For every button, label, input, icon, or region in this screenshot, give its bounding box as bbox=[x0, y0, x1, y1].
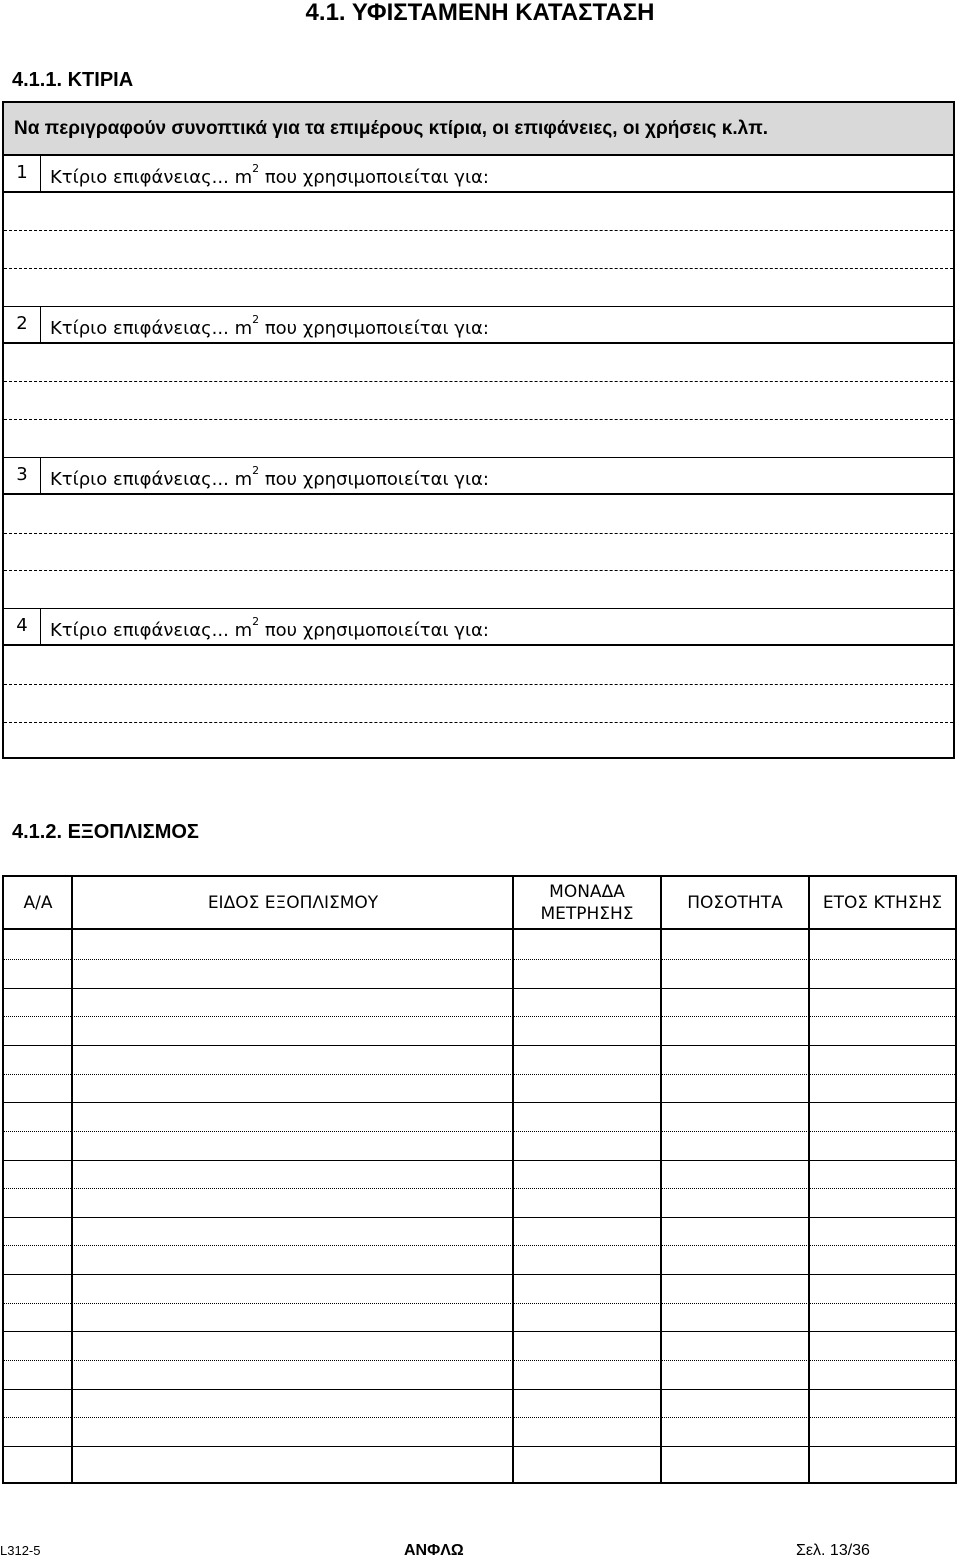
table-row[interactable] bbox=[4, 1303, 955, 1304]
building-description[interactable]: Κτίριο επιφάνειας... $m^2$ που χρησιμοποιείται για: bbox=[50, 615, 489, 641]
equipment-table bbox=[2, 875, 957, 1484]
column-divider bbox=[512, 877, 514, 1482]
table-row[interactable] bbox=[4, 1217, 955, 1218]
header-equipment-type: ΕΙΔΟΣ ΕΞΟΠΛΙΣΜΟΥ bbox=[207, 892, 379, 913]
equipment-section-title: 4.1.2. ΕΞΟΠΛΙΣΜΟΣ bbox=[12, 821, 199, 843]
header-year: ΕΤΟΣ ΚΤΗΣΗΣ bbox=[822, 892, 943, 913]
building-description[interactable]: Κτίριο επιφάνειας... $m^2$ που χρησιμοποιείται για: bbox=[50, 464, 489, 490]
equipment-table-header bbox=[4, 877, 955, 930]
building-number: 3 bbox=[4, 458, 41, 493]
building-number: 4 bbox=[4, 609, 41, 644]
fill-line[interactable] bbox=[4, 419, 953, 420]
table-row[interactable] bbox=[4, 1360, 955, 1361]
fill-line[interactable] bbox=[4, 570, 953, 571]
table-row[interactable] bbox=[4, 1417, 955, 1418]
table-row[interactable] bbox=[4, 1274, 955, 1275]
footer-org: ΑΝΦΛΩ bbox=[404, 1542, 464, 1559]
table-row[interactable] bbox=[4, 1188, 955, 1189]
table-row[interactable] bbox=[4, 1446, 955, 1447]
header-quantity: ΠΟΣΟΤΗΤΑ bbox=[687, 892, 783, 913]
building-row bbox=[4, 155, 953, 193]
fill-line[interactable] bbox=[4, 684, 953, 685]
building-row bbox=[4, 306, 953, 344]
building-row bbox=[4, 457, 953, 495]
fill-line[interactable] bbox=[4, 722, 953, 723]
building-number: 1 bbox=[4, 156, 41, 191]
page-title: 4.1. ΥΦΙΣΤΑΜΕΝΗ ΚΑΤΑΣΤΑΣΗ bbox=[305, 0, 655, 26]
building-description[interactable]: Κτίριο επιφάνειας... $m^2$ που χρησιμοποιείται για: bbox=[50, 162, 489, 188]
header-unit: ΜΟΝΑΔΑ ΜΕΤΡΗΣΗΣ bbox=[540, 881, 634, 924]
table-row[interactable] bbox=[4, 1045, 955, 1046]
building-number: 2 bbox=[4, 307, 41, 342]
table-row[interactable] bbox=[4, 1102, 955, 1103]
buildings-section-title: 4.1.1. ΚΤΙΡΙΑ bbox=[12, 69, 134, 91]
column-divider bbox=[808, 877, 810, 1482]
table-row[interactable] bbox=[4, 1160, 955, 1161]
column-divider bbox=[71, 877, 73, 1482]
table-row[interactable] bbox=[4, 1389, 955, 1390]
buildings-instruction: Να περιγραφούν συνοπτικά για τα επιμέρους κτίρια, οι επιφάνειες, οι χρήσεις κ.λπ. bbox=[4, 103, 953, 155]
table-row[interactable] bbox=[4, 1331, 955, 1332]
buildings-table bbox=[2, 101, 955, 759]
table-row[interactable] bbox=[4, 959, 955, 960]
table-row[interactable] bbox=[4, 988, 955, 989]
fill-line[interactable] bbox=[4, 533, 953, 534]
column-divider bbox=[660, 877, 662, 1482]
table-row[interactable] bbox=[4, 1131, 955, 1132]
header-aa: Α/Α bbox=[23, 892, 53, 913]
page-number: Σελ. 13/36 bbox=[796, 1542, 870, 1559]
building-row bbox=[4, 608, 953, 646]
building-description[interactable]: Κτίριο επιφάνειας... $m^2$ που χρησιμοποιείται για: bbox=[50, 313, 489, 339]
fill-line[interactable] bbox=[4, 381, 953, 382]
fill-line[interactable] bbox=[4, 230, 953, 231]
table-row[interactable] bbox=[4, 1016, 955, 1017]
fill-line[interactable] bbox=[4, 268, 953, 269]
document-code: L312-5 bbox=[0, 1543, 41, 1558]
table-row[interactable] bbox=[4, 1074, 955, 1075]
table-row[interactable] bbox=[4, 1245, 955, 1246]
